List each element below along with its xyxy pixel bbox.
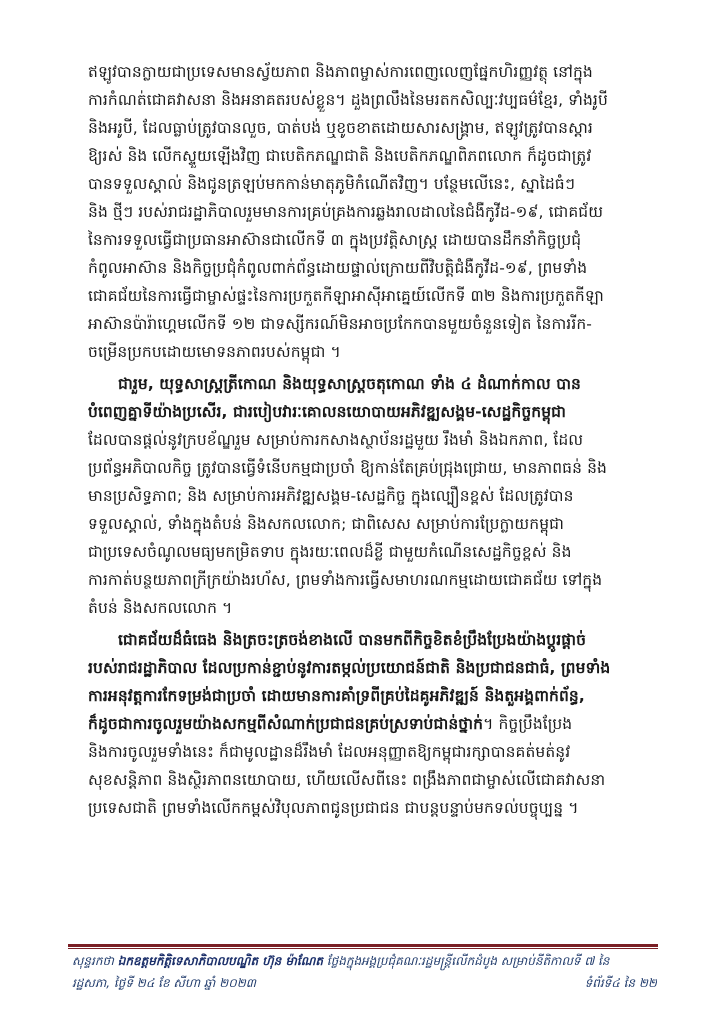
paragraph-2-line: តំបន់ និងសកលលោក ។ — [88, 599, 233, 617]
paragraph-2-line: ការកាត់បន្ថយភាពក្រីក្រយ៉ាងរហ័ស, ព្រមទាំងការធ្វើសមាហរណកម្មដោយជោគជ័យ ទៅក្នុង — [88, 571, 603, 589]
paragraph-1-line: ឥឡូវបានក្លាយជាប្រទេសមានស្វ័យភាព និងភាពម្ចាស់ការពេញលេញផ្នែកហិរញ្ញវត្ថុ នៅក្នុង — [88, 63, 593, 81]
paragraph-3-bold-segment: ក៏ដូចជាការចូលរួមយ៉ាងសកម្មពីសំណាក់ប្រជាជនគ្រប់ស្រទាប់ជាន់ថ្នាក់ — [88, 715, 484, 733]
paragraph-1 — [88, 58, 648, 366]
paragraph-2-line: ដែលបានផ្តល់នូវក្របខ័ណ្ឌរួម សម្រាប់ការកសាងស្ថាប័នរដ្ឋមួយ រឹងមាំ និងឯកភាព, ដែល — [88, 431, 584, 449]
page-number: ទំព័រទី៤ នៃ ២២ — [584, 976, 657, 990]
paragraph-1-line: និងអរូបី, ដែលធ្លាប់ត្រូវបានលួច, បាត់បង់ ឬខូចខាតដោយសារសង្គ្រាម, ឥឡូវត្រូវបានស្តារ — [88, 119, 593, 137]
paragraph-2-bold-line: បំពេញគ្នាទីយ៉ាងប្រសើរ, ជារបៀបវារៈគោលនយោបាយអភិវឌ្ឍសង្គម-សេដ្ឋកិច្ចកម្ពុជា — [88, 403, 567, 421]
paragraph-3-mixed-line — [88, 710, 648, 738]
paragraph-2-bold-line: ជារួម, យុទ្ធសាស្ត្រត្រីកោណ និងយុទ្ធសាស្ត្រចតុកោណ ទាំង ៤ ដំណាក់កាល បាន — [118, 375, 581, 393]
paragraph-2-line: ប្រព័ន្ធអភិបាលកិច្ច ត្រូវបានធ្វើទំនើបកម្មជាប្រចាំ ឱ្យកាន់តែគ្រប់ជ្រុងជ្រោយ, មានភាពធន់ និង — [88, 459, 607, 477]
paragraph-1-line: នៃការទទួលធ្វើជាប្រធានអាស៊ានជាលើកទី ៣ ក្នុងប្រវត្តិសាស្ត្រ ដោយបានដឹកនាំកិច្ចប្រជុំ — [88, 231, 582, 249]
paragraph-1-line: និង ថ្មីៗ របស់រាជរដ្ឋាភិបាលរួមមានការគ្រប់គ្រងការឆ្លងរាលដាលនៃជំងឺកូវីដ-១៩, ជោគជ័យ — [88, 203, 604, 221]
paragraph-2 — [88, 370, 648, 622]
footer-prefix: សុន្ទរកថា — [72, 954, 114, 968]
paragraph-1-line: បានទទួលស្គាល់ និងជូនត្រឡប់មកកាន់មាតុភូមិកំណើតវិញ។ បន្ថែមលើនេះ, ស្នាដៃធំៗ — [88, 175, 576, 193]
paragraph-3 — [88, 626, 648, 822]
footer-divider — [68, 944, 658, 947]
paragraph-1-line: ឱ្យរស់ និង លើកស្ទួយឡើងវិញ ជាបេតិកភណ្ឌជាតិ និងបេតិកភណ្ឌពិភពលោក ក៏ដូចជាត្រូវ — [88, 147, 592, 165]
footer-line-2 — [72, 972, 657, 994]
paragraph-1-line: ជោគជ័យនៃការធ្វើជាម្ចាស់ផ្ទះនៃការប្រកួតកីឡាអាស៊ីអាគ្នេយ៍លើកទី ៣២ និងការប្រកួតកីឡា — [88, 287, 604, 305]
document-body — [88, 58, 648, 826]
paragraph-3-line: ប្រទេសជាតិ ព្រមទាំងលើកកម្ពស់វិបុលភាពជូនប្រជាជន ជាបន្តបន្ទាប់មកទល់បច្ចុប្បន្ន ។ — [88, 799, 579, 817]
page-footer — [72, 950, 657, 994]
paragraph-3-bold-line: ការអនុវត្តការកែទម្រង់ជាប្រចាំ ដោយមានការគាំទ្រពីគ្រប់ដៃគូអភិវឌ្ឍន៍ និងតួអង្គពាក់ព័ន្ធ, — [88, 687, 585, 705]
paragraph-1-line: ការកំណត់ជោគវាសនា និងអនាគតរបស់ខ្លួន។ ដួងព្រលឹងនៃមរតកសិល្បៈវប្បធម៌ខ្មែរ, ទាំងរូបី — [88, 91, 608, 109]
paragraph-2-line: មានប្រសិទ្ធភាព; និង សម្រាប់ការអភិវឌ្ឍសង្គម-សេដ្ឋកិច្ច ក្នុងល្បឿនខ្ពស់ ដែលត្រូវបាន — [88, 487, 574, 505]
footer-speaker: ឯកឧត្តមកិត្តិទេសាភិបាលបណ្ឌិត ហ៊ុន ម៉ាណែត — [117, 954, 323, 968]
footer-line-1 — [72, 950, 657, 972]
paragraph-3-line: និងការចូលរួមទាំងនេះ ក៏ជាមូលដ្ឋានដ៏រឹងមាំ ដែលអនុញ្ញាតឱ្យកម្ពុជារក្សាបានគត់មត់នូវ — [88, 743, 571, 761]
paragraph-3-bold-line: ជោគជ័យដ៏ធំធេង និងត្រចះត្រចង់ខាងលើ បានមកពីកិច្ចខិតខំប្រឹងប្រែងយ៉ាងប្តូរផ្តាច់ — [118, 631, 587, 649]
paragraph-1-line: អាស៊ានប៉ារ៉ាហ្គេមលើកទី ១២ ជាទស្សីករណ៍មិនអាចប្រកែកបានមួយចំនួនទៀត នៃការរីក- — [88, 315, 592, 333]
footer-date: រដ្ឋសភា, ថ្ងៃទី ២៤ ខែ សីហា ឆ្នាំ ២០២៣ — [72, 976, 257, 990]
paragraph-3-line: សុខសន្តិភាព និងស្ថិរភាពនយោបាយ, ហើយលើសពីនេះ ពង្រឹងភាពជាម្ចាស់លើជោគវាសនា — [88, 771, 606, 789]
paragraph-3-bold-line: របស់រាជរដ្ឋាភិបាល ដែលប្រកាន់ខ្ជាប់នូវការតម្កល់ប្រយោជន៍ជាតិ និងប្រជាជនជាធំ, ព្រមទាំង — [88, 659, 611, 677]
paragraph-2-line: ទទួលស្គាល់, ទាំងក្នុងតំបន់ និងសកលលោក; ជាពិសេស សម្រាប់ការប្រែក្លាយកម្ពុជា — [88, 515, 565, 533]
footer-divider-thin — [68, 948, 658, 949]
paragraph-3-tail-segment: ។ កិច្ចប្រឹងប្រែង — [483, 715, 573, 733]
paragraph-2-line: ជាប្រទេសចំណូលមធ្យមកម្រិតទាប ក្នុងរយៈពេលដ៏ខ្លី ជាមួយកំណើនសេដ្ឋកិច្ចខ្ពស់ និង — [88, 543, 572, 561]
footer-line-1-rest: ថ្លែងក្នុងអង្គប្រជុំគណៈរដ្ឋមន្ត្រីលើកដំបូង សម្រាប់នីតិកាលទី ៧ នៃ — [322, 954, 610, 968]
paragraph-1-line: ចម្រើនប្រកបដោយមោទនភាពរបស់កម្ពុជា ។ — [88, 343, 341, 361]
paragraph-1-line: កំពូលអាស៊ាន និងកិច្ចប្រជុំកំពូលពាក់ព័ន្ធដោយផ្ទាល់ក្រោយពីវិបត្តិជំងឺកូវីដ-១៩, ព្រមទាំង — [88, 259, 588, 277]
